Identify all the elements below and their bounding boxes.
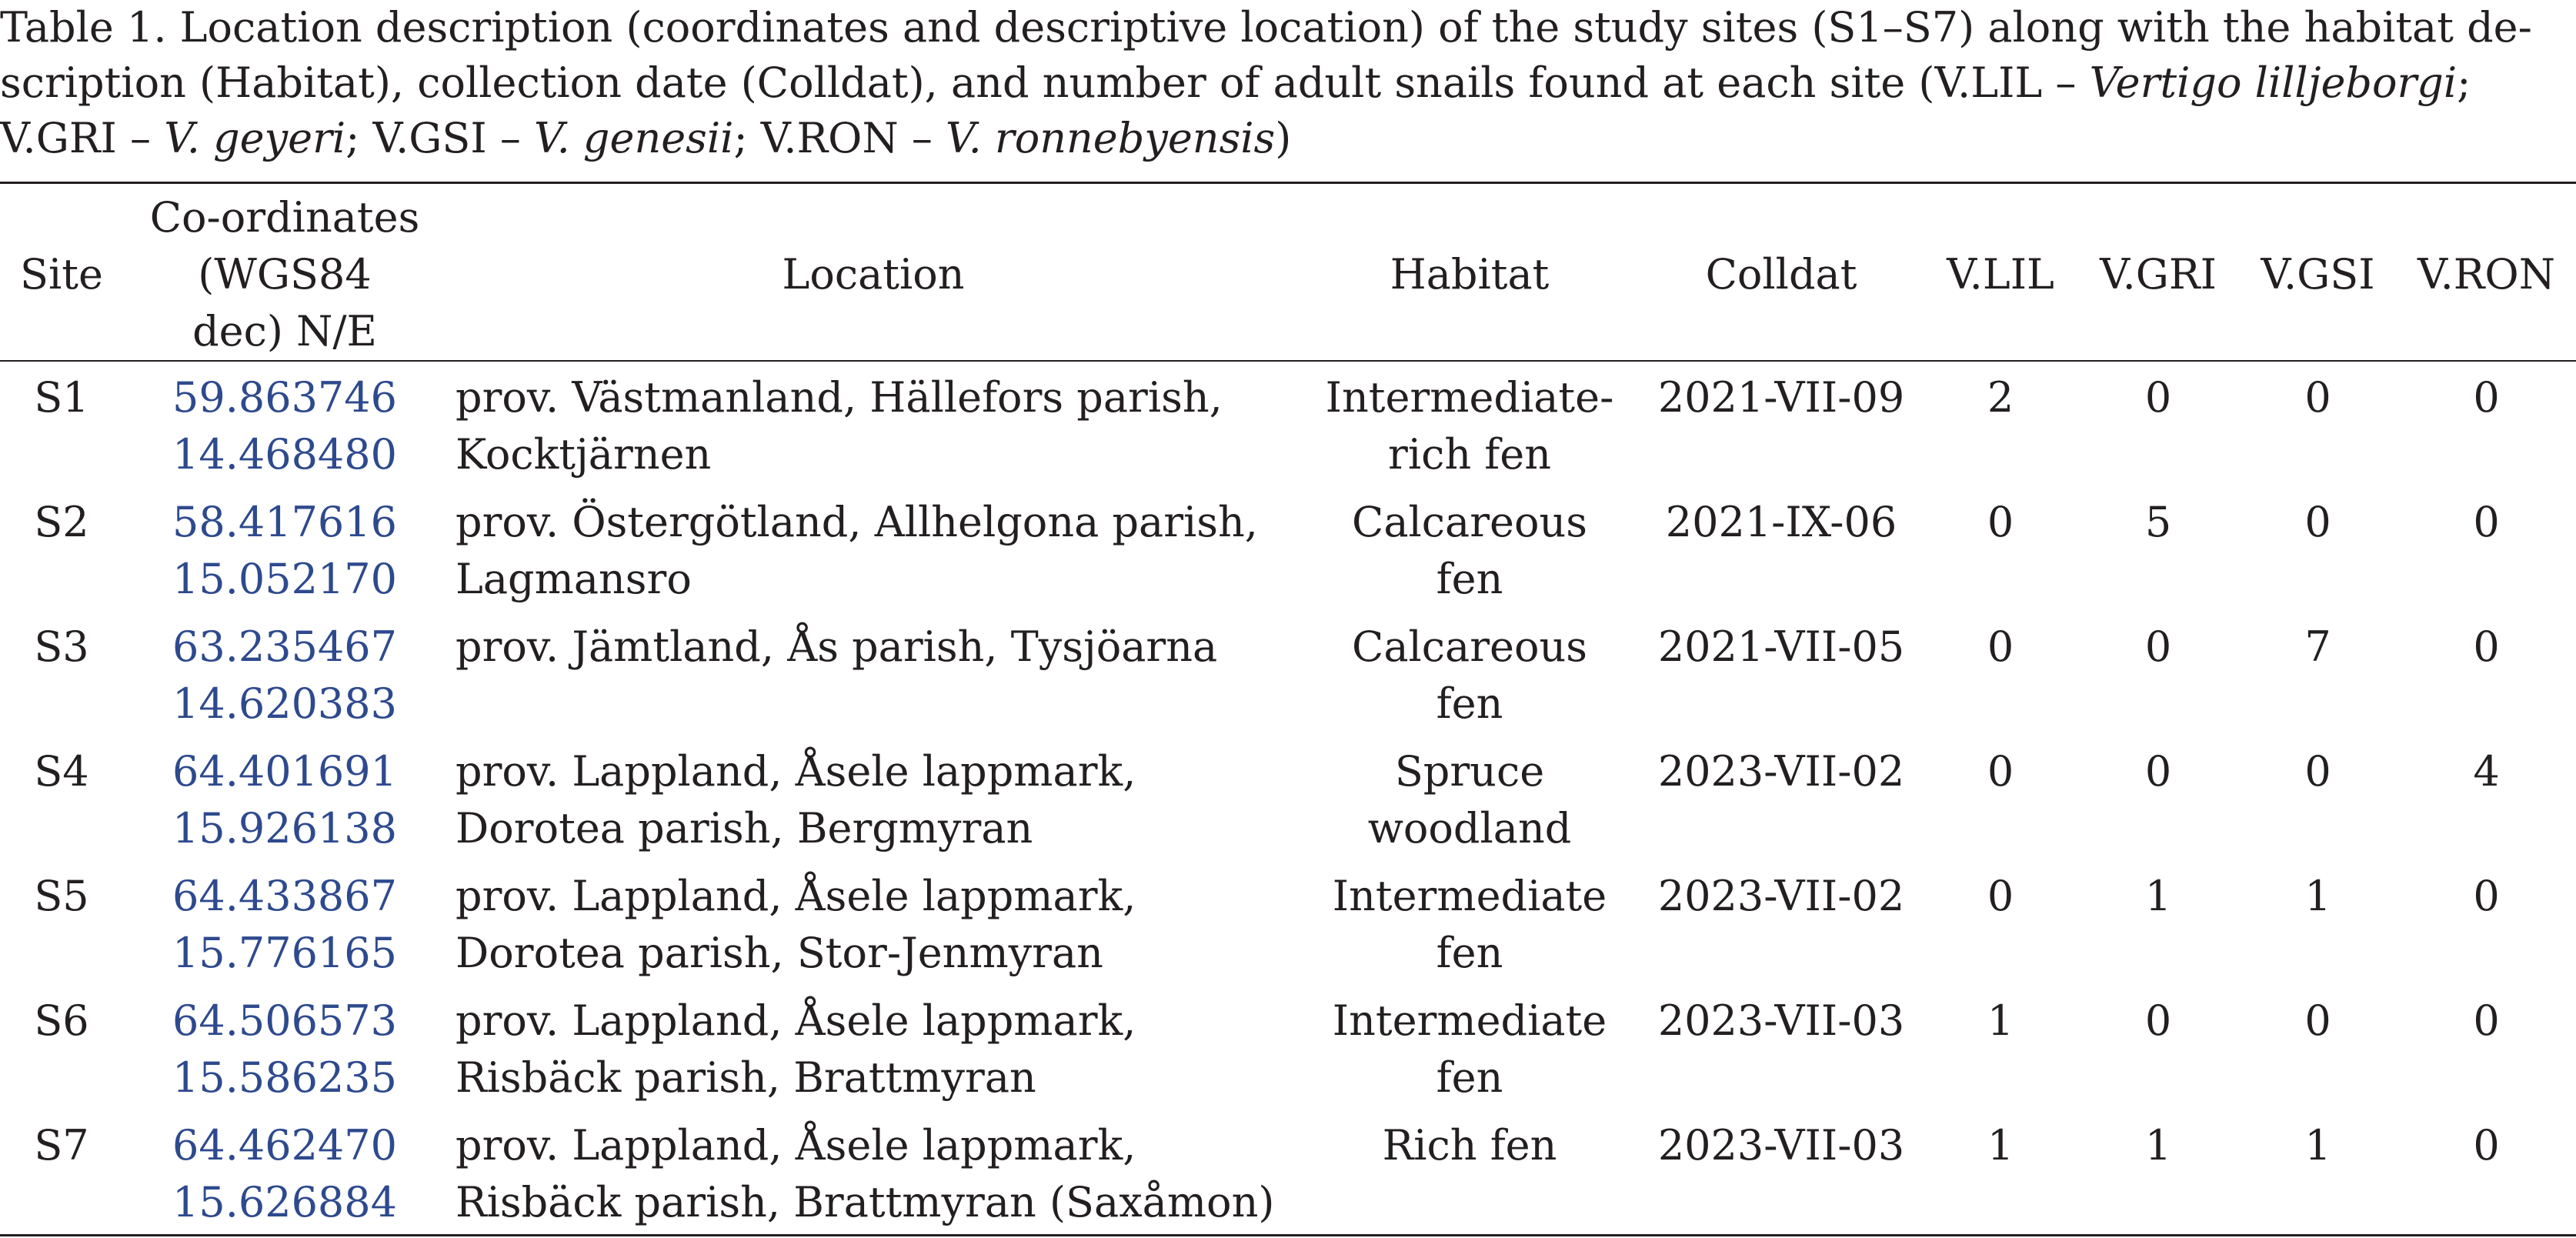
table-caption (0, 0, 2570, 166)
cell-location-line: prov. Lappland, Åsele lappmark, (455, 1121, 1136, 1170)
cell-vgsi: 0 (2304, 747, 2331, 796)
cell-site: S7 (34, 1121, 89, 1170)
table-header-rule (0, 360, 2576, 362)
cell-habitat-line: Intermediate (1332, 996, 1607, 1045)
cell-vgri: 1 (2144, 1121, 2172, 1170)
cell-coordinates-line: 14.620383 (172, 679, 398, 728)
caption-label: Table 1. (0, 3, 167, 52)
header-vgri: V.GRI (2100, 250, 2217, 299)
cell-coordinates-line: 15.626884 (172, 1178, 398, 1226)
cell-coordinates (123, 369, 446, 483)
cell-habitat-line: Calcareous (1352, 498, 1587, 546)
cell-vlil: 0 (1987, 498, 2014, 546)
cell-location-line: Kocktjärnen (455, 430, 712, 479)
cell-vlil: 0 (1987, 747, 2014, 796)
cell-vgri: 0 (2144, 747, 2172, 796)
cell-coordinates (123, 993, 446, 1106)
cell-vron: 0 (2473, 996, 2500, 1045)
cell-colldat: 2023-VII-02 (1657, 872, 1905, 920)
cell-coordinates-line: 64.462470 (172, 1121, 398, 1170)
cell-vlil: 1 (1987, 1121, 2014, 1170)
cell-vgri: 0 (2144, 996, 2172, 1045)
cell-coordinates-line: 15.586235 (172, 1053, 398, 1102)
cell-location-line: prov. Lappland, Åsele lappmark, (455, 747, 1136, 796)
cell-site: S6 (34, 996, 89, 1045)
cell-habitat-line: woodland (1367, 804, 1572, 853)
cell-vlil: 0 (1987, 872, 2014, 920)
cell-vron: 0 (2473, 1121, 2500, 1170)
cell-coordinates (123, 619, 446, 732)
cell-habitat (1300, 369, 1639, 483)
cell-site: S3 (34, 622, 89, 671)
cell-habitat-line: Intermediate- (1325, 373, 1614, 422)
cell-coordinates-line: 59.863746 (172, 373, 398, 422)
cell-location-line: prov. Lappland, Åsele lappmark, (455, 872, 1136, 920)
cell-habitat (1300, 1117, 1639, 1174)
cell-location-line: Risbäck parish, Brattmyran (Saxåmon) (455, 1178, 1275, 1226)
table-bottom-rule (0, 1234, 2576, 1236)
header-vlil: V.LIL (1947, 250, 2054, 299)
cell-vgsi: 7 (2304, 622, 2331, 671)
caption-line-1: Table 1. Location description (coordinates and descriptive location) of the study sites (S1–S7) along with the habitat de- (0, 3, 2532, 52)
cell-vron: 0 (2473, 498, 2500, 546)
cell-habitat-line: fen (1436, 679, 1503, 728)
cell-vgsi: 0 (2304, 498, 2331, 546)
cell-vgsi: 1 (2304, 1121, 2331, 1170)
cell-coordinates-line: 15.926138 (172, 804, 398, 853)
cell-habitat (1300, 868, 1639, 982)
cell-habitat-line: Spruce (1394, 747, 1545, 796)
header-vron: V.RON (2418, 250, 2555, 299)
cell-coordinates-line: 15.052170 (172, 555, 398, 603)
cell-location (455, 494, 1302, 608)
cell-location (455, 743, 1302, 857)
cell-vlil: 2 (1987, 373, 2014, 422)
table-top-rule (0, 182, 2576, 184)
header-site: Site (20, 250, 103, 299)
cell-vron: 0 (2473, 373, 2500, 422)
cell-vgsi: 1 (2304, 872, 2331, 920)
cell-vron: 0 (2473, 872, 2500, 920)
cell-coordinates-line: 14.468480 (172, 430, 398, 479)
cell-coordinates (123, 743, 446, 857)
header-habitat: Habitat (1390, 250, 1550, 299)
cell-vgri: 5 (2144, 498, 2172, 546)
cell-habitat-line: fen (1436, 929, 1503, 977)
cell-location (455, 1117, 1302, 1231)
cell-habitat (1300, 494, 1639, 608)
header-colldat: Colldat (1705, 250, 1857, 299)
cell-coordinates (123, 494, 446, 608)
cell-coordinates-line: 15.776165 (172, 929, 398, 977)
cell-location-line: prov. Östergötland, Allhelgona parish, (455, 498, 1258, 546)
cell-habitat-line: Rich fen (1382, 1121, 1557, 1170)
cell-coordinates (123, 1117, 446, 1231)
cell-vlil: 0 (1987, 622, 2014, 671)
cell-vgsi: 0 (2304, 996, 2331, 1045)
cell-location-line: Dorotea parish, Stor-Jenmyran (455, 929, 1103, 977)
cell-habitat-line: rich fen (1388, 430, 1551, 479)
cell-coordinates-line: 64.433867 (172, 872, 398, 920)
cell-habitat-line: fen (1436, 1053, 1503, 1102)
cell-coordinates (123, 868, 446, 982)
cell-location (455, 369, 1302, 483)
cell-site: S4 (34, 747, 89, 796)
cell-colldat: 2021-IX-06 (1665, 498, 1897, 546)
cell-location-line: prov. Västmanland, Hällefors parish, (455, 373, 1223, 422)
cell-habitat (1300, 619, 1639, 732)
cell-site: S1 (34, 373, 89, 422)
cell-site: S5 (34, 872, 89, 920)
cell-location-line: Risbäck parish, Brattmyran (455, 1053, 1036, 1102)
cell-vron: 4 (2473, 747, 2500, 796)
cell-vgri: 1 (2144, 872, 2172, 920)
cell-vgsi: 0 (2304, 373, 2331, 422)
cell-habitat (1300, 743, 1639, 857)
cell-vgri: 0 (2144, 622, 2172, 671)
cell-habitat-line: fen (1436, 555, 1503, 603)
cell-vlil: 1 (1987, 996, 2014, 1045)
cell-vron: 0 (2473, 622, 2500, 671)
caption-line-2: scription (Habitat), collection date (Colldat), and number of adult snails found at each site (V.LIL – Vertigo lilljeborgi; (0, 58, 2471, 107)
cell-location (455, 619, 1302, 676)
cell-colldat: 2021-VII-05 (1657, 622, 1905, 671)
header-coordinates: Co-ordinates (WGS84 dec) N/E (149, 193, 420, 355)
header-location: Location (782, 250, 965, 299)
cell-location-line: Lagmansro (455, 555, 692, 603)
cell-vgri: 0 (2144, 373, 2172, 422)
cell-coordinates-line: 63.235467 (172, 622, 398, 671)
cell-location-line: prov. Jämtland, Ås parish, Tysjöarna (455, 622, 1218, 671)
cell-location (455, 993, 1302, 1106)
cell-coordinates-line: 64.506573 (172, 996, 398, 1045)
cell-site: S2 (34, 498, 89, 546)
cell-location-line: Dorotea parish, Bergmyran (455, 804, 1033, 853)
cell-coordinates-line: 64.401691 (172, 747, 398, 796)
cell-colldat: 2023-VII-03 (1657, 1121, 1905, 1170)
caption-line-3: V.GRI – V. geyeri; V.GSI – V. genesii; V.RON – V. ronnebyensis) (0, 114, 1292, 162)
cell-habitat-line: Intermediate (1332, 872, 1607, 920)
cell-colldat: 2023-VII-02 (1657, 747, 1905, 796)
cell-location (455, 868, 1302, 982)
cell-habitat (1300, 993, 1639, 1106)
cell-colldat: 2021-VII-09 (1657, 373, 1905, 422)
cell-habitat-line: Calcareous (1352, 622, 1587, 671)
cell-coordinates-line: 58.417616 (172, 498, 398, 546)
header-vgsi: V.GSI (2261, 250, 2375, 299)
cell-colldat: 2023-VII-03 (1657, 996, 1905, 1045)
cell-location-line: prov. Lappland, Åsele lappmark, (455, 996, 1136, 1045)
